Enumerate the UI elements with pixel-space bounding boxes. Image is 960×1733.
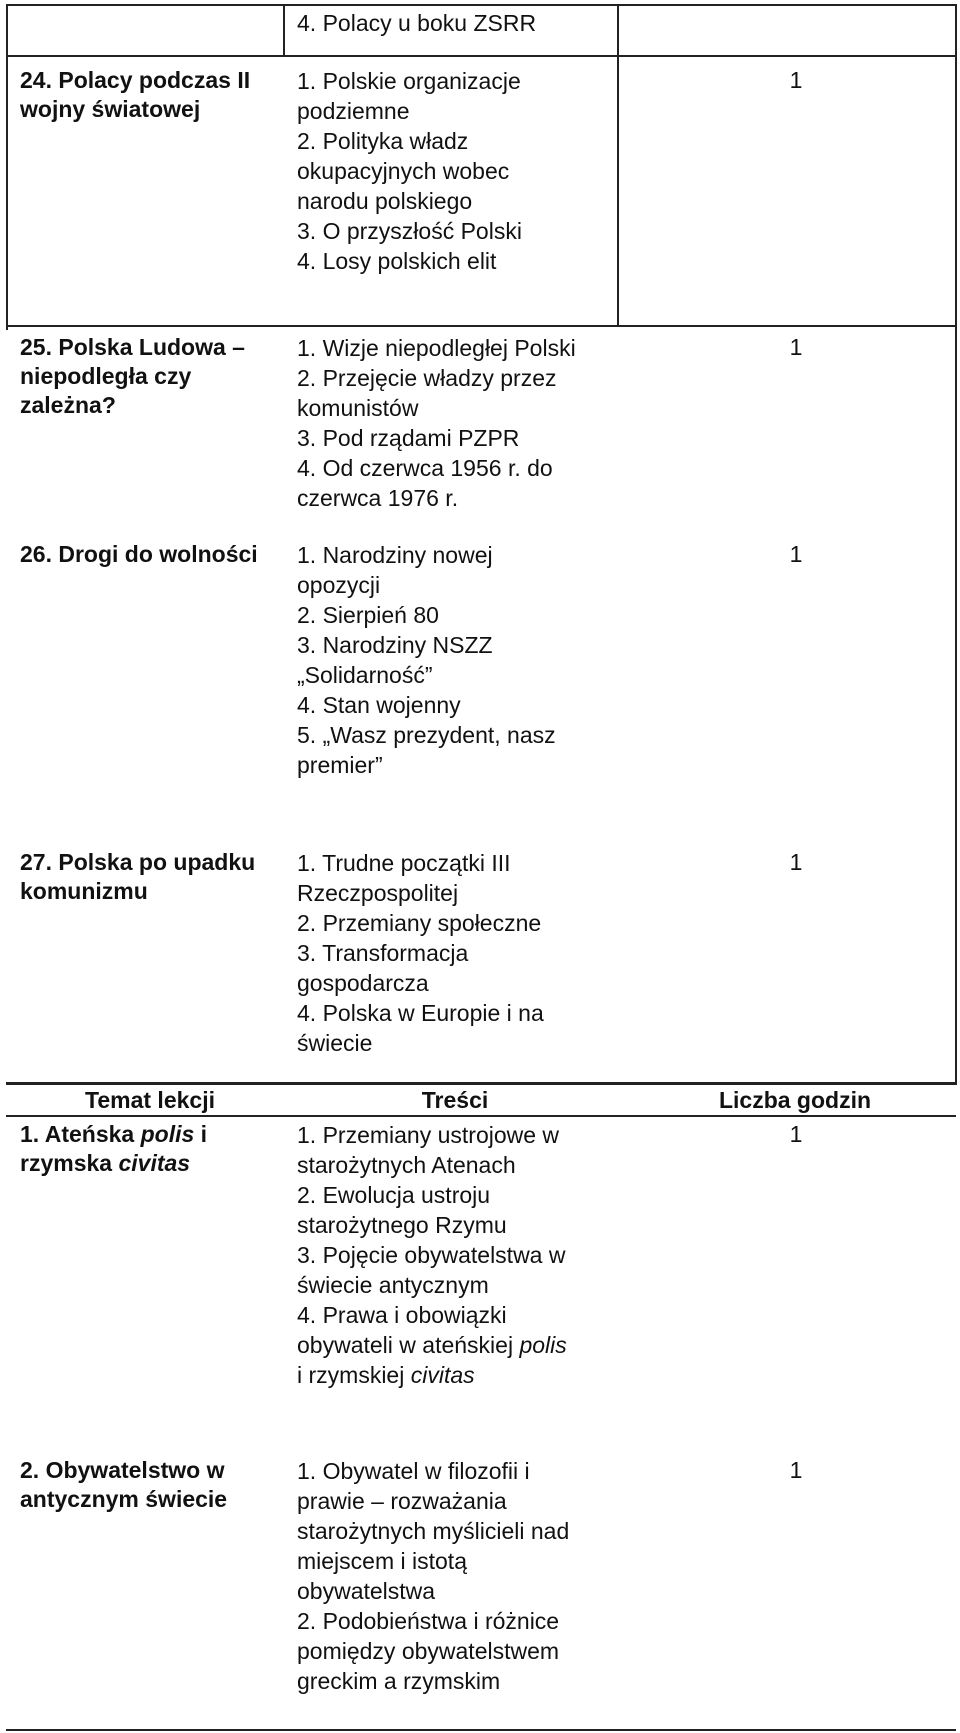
content-line: 3. Pojęcie obywatelstwa w xyxy=(297,1242,566,1268)
content-line: obywatelstwa xyxy=(297,1578,436,1604)
topic-line: 25. Polska Ludowa – xyxy=(20,334,245,360)
content-line: prawie – rozważania xyxy=(297,1488,507,1514)
table-right-border xyxy=(955,4,957,1085)
content-line: 1. Trudne początki III xyxy=(297,850,511,876)
content-line: 4. Od czerwca 1956 r. do xyxy=(297,455,553,481)
content-line: 4. Polska w Europie i na xyxy=(297,1000,544,1026)
hours-cell: 1 xyxy=(789,541,803,567)
header-top-border xyxy=(6,1082,956,1085)
topic-cell xyxy=(20,540,280,569)
content-line: podziemne xyxy=(297,98,410,124)
content-line: 2. Sierpień 80 xyxy=(297,602,439,628)
topic-cell xyxy=(20,1120,280,1178)
header-topic: Temat lekcji xyxy=(85,1087,215,1113)
content-cell xyxy=(297,66,627,276)
hours-cell: 1 xyxy=(789,1457,803,1483)
topic-line: komunizmu xyxy=(20,878,148,904)
content-line: 1. Przemiany ustrojowe w xyxy=(297,1122,560,1148)
content-line: okupacyjnych wobec xyxy=(297,158,510,184)
content-line: i rzymskiej civitas xyxy=(297,1362,475,1388)
table-left-border xyxy=(6,4,8,330)
topic-line: wojny światowej xyxy=(20,96,201,122)
topic-line: 1. Ateńska polis i xyxy=(20,1121,208,1147)
content-line: 5. „Wasz prezydent, nasz xyxy=(297,722,556,748)
content-line: Rzeczpospolitej xyxy=(297,880,459,906)
content-line: świecie antycznym xyxy=(297,1272,489,1298)
topic-line: antycznym świecie xyxy=(20,1486,228,1512)
table-row-divider xyxy=(6,55,956,57)
hours-cell: 1 xyxy=(789,334,803,360)
topic-cell xyxy=(20,1456,280,1514)
hours-cell: 1 xyxy=(789,1121,803,1147)
content-line: 3. Narodziny NSZZ xyxy=(297,632,493,658)
content-line: gospodarcza xyxy=(297,970,429,996)
topic-line: 27. Polska po upadku xyxy=(20,849,256,875)
content-line: pomiędzy obywatelstwem xyxy=(297,1638,560,1664)
content-line: starożytnych myślicieli nad xyxy=(297,1518,570,1544)
topic-cell xyxy=(20,848,280,906)
content-line: 1. Obywatel w filozofii i xyxy=(297,1458,530,1484)
column-divider xyxy=(283,4,285,56)
content-line: miejscem i istotą xyxy=(297,1548,467,1574)
content-line: świecie xyxy=(297,1030,373,1056)
content-cell xyxy=(297,8,627,38)
content-line: premier” xyxy=(297,752,383,778)
content-line: 4. Prawa i obowiązki xyxy=(297,1302,507,1328)
content-line: narodu polskiego xyxy=(297,188,473,214)
content-line: 3. Transformacja xyxy=(297,940,469,966)
content-line: obywateli w ateńskiej polis xyxy=(297,1332,567,1358)
content-line: 4. Losy polskich elit xyxy=(297,248,497,274)
header-hours: Liczba godzin xyxy=(718,1087,872,1113)
content-line: 1. Narodziny nowej xyxy=(297,542,493,568)
content-line: greckim a rzymskim xyxy=(297,1668,501,1694)
content-line: opozycji xyxy=(297,572,381,598)
topic-line: 24. Polacy podczas II xyxy=(20,67,251,93)
topic-line: zależna? xyxy=(20,392,116,418)
content-line: 2. Ewolucja ustroju xyxy=(297,1182,491,1208)
content-line: 2. Polityka władz xyxy=(297,128,469,154)
content-line: 2. Przemiany społeczne xyxy=(297,910,542,936)
topic-line: niepodległa czy xyxy=(20,363,192,389)
content-line: starożytnych Atenach xyxy=(297,1152,516,1178)
content-line: 4. Polacy u boku ZSRR xyxy=(297,10,537,36)
content-line: 2. Podobieństwa i różnice xyxy=(297,1608,560,1634)
topic-line: rzymska civitas xyxy=(20,1150,191,1176)
content-cell xyxy=(297,848,627,1058)
content-line: 1. Polskie organizacje xyxy=(297,68,521,94)
table-row-divider xyxy=(6,325,956,327)
content-line: „Solidarność” xyxy=(297,662,433,688)
table-top-border xyxy=(6,4,956,6)
content-line: komunistów xyxy=(297,395,419,421)
header-bottom-border xyxy=(6,1115,956,1117)
table-bottom-border xyxy=(6,1729,956,1731)
topic-line: 26. Drogi do wolności xyxy=(20,541,258,567)
content-line: starożytnego Rzymu xyxy=(297,1212,507,1238)
topic-cell xyxy=(20,333,280,420)
topic-cell xyxy=(20,66,280,124)
content-line: 3. O przyszłość Polski xyxy=(297,218,522,244)
hours-cell: 1 xyxy=(789,849,803,875)
content-cell xyxy=(297,540,627,780)
hours-cell: 1 xyxy=(789,67,803,93)
header-content: Treści xyxy=(421,1087,489,1113)
content-cell xyxy=(297,1120,627,1390)
content-line: czerwca 1976 r. xyxy=(297,485,459,511)
content-line: 4. Stan wojenny xyxy=(297,692,461,718)
content-line: 2. Przejęcie władzy przez xyxy=(297,365,557,391)
content-cell xyxy=(297,333,627,513)
topic-line: 2. Obywatelstwo w xyxy=(20,1457,225,1483)
content-cell xyxy=(297,1456,627,1696)
content-line: 1. Wizje niepodległej Polski xyxy=(297,335,576,361)
content-line: 3. Pod rządami PZPR xyxy=(297,425,520,451)
